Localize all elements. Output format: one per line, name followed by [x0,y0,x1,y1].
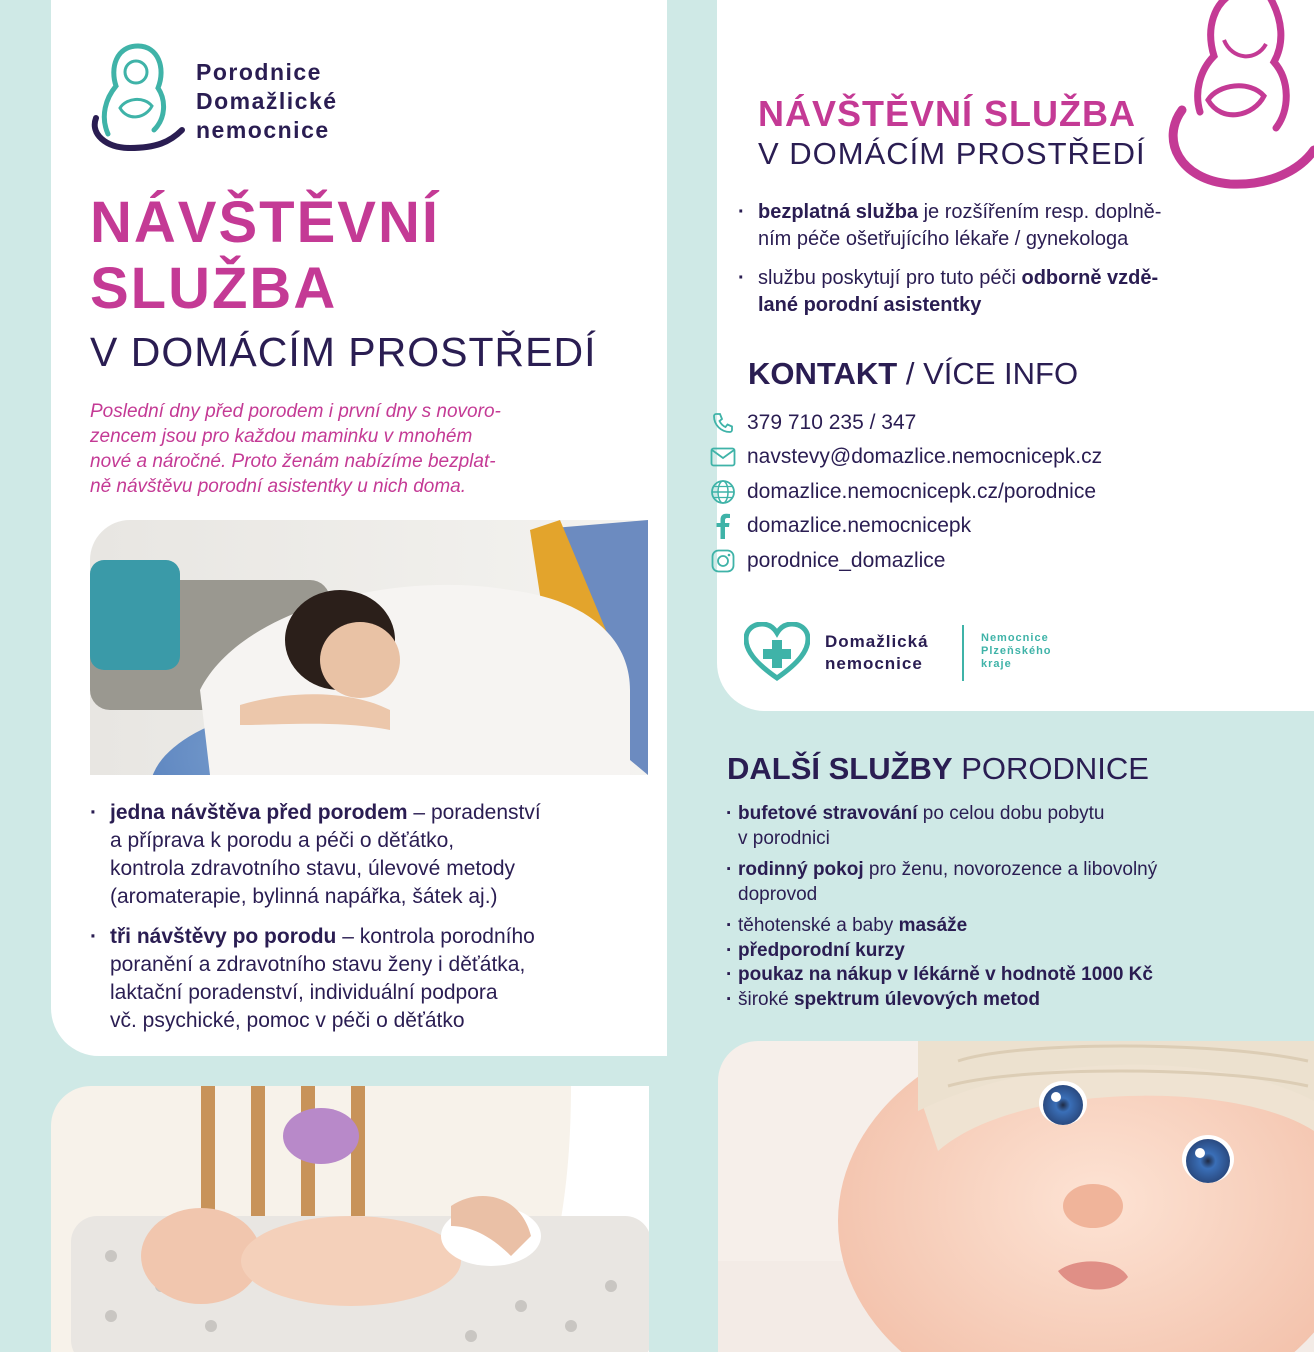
services-heading [727,749,1149,789]
hospital-sub-line: Plzeňského [981,645,1052,657]
intro-text [90,399,650,499]
contact-heading [748,354,1078,394]
service-text: doprovod [738,883,818,905]
list-item [726,963,1306,988]
bullet-text: ním péče ošetřujícího lékaře / gynekologa [758,228,1129,250]
list-item [726,914,1306,939]
contact-heading-bold: KONTAKT [748,356,898,391]
page-subtitle: V DOMÁCÍM PROSTŘEDÍ [90,329,597,375]
bullet-text: laktační poradenství, individuální podpora [110,981,498,1004]
service-bold: rodinný pokoj [738,859,864,880]
bullet-text: vč. psychické, pomoc v péči o děťátko [110,1009,465,1032]
hospital-name-line: nemocnice [825,654,923,673]
bullet-bold: bezplatná služba [758,201,919,223]
bullet-bold: tři návštěvy po porodu [110,925,337,948]
title-line2: SLUŽBA [90,256,338,321]
service-bold: masáže [898,915,968,936]
right-title: NÁVŠTĚVNÍ SLUŽBA [758,93,1137,134]
intro-line: nové a náročné. Proto ženám nabízíme bezplat- [90,451,496,472]
globe-icon [710,479,736,505]
bullet-text: (aromaterapie, bylinná napářka, šátek aj.) [110,885,498,908]
phone-text[interactable]: 379 710 235 / 347 [747,411,917,434]
bullet-text: – poradenství [407,801,541,824]
service-bold: bufetové stravování [738,803,918,824]
contact-heading-rest: / VÍCE INFO [897,356,1079,391]
heart-cross-icon [744,622,810,682]
web-link[interactable]: domazlice.nemocnicepk.cz/porodnice [747,480,1097,503]
intro-line: zencem jsou pro každou maminku v mnohém [90,426,473,447]
intro-line: Poslední dny před porodem i první dny s novoro- [90,401,501,422]
list-item [726,802,1306,851]
title-line1: NÁVŠTĚVNÍ [90,190,440,255]
contact-web [710,478,1096,506]
bullet-text: a příprava k porodu a péči o děťátko, [110,829,455,852]
service-bold: předporodní kurzy [738,939,905,961]
bullet-text: je rozšířením resp. doplně- [918,201,1162,223]
list-item [90,923,650,1035]
mail-icon [710,444,736,470]
list-item [726,939,1306,964]
service-bold: spektrum úlevových metod [793,988,1040,1010]
phone-icon [710,410,736,436]
contact-facebook [710,512,971,540]
mother-child-large-icon [1160,0,1314,190]
service-text: po celou dobu pobytu [917,803,1105,824]
bullet-text: – kontrola porodního [336,925,535,948]
list-item [738,265,1298,319]
mother-child-logo-icon [86,38,186,158]
bullet-text: poranění a zdravotního stavu ženy i děťátka, [110,953,526,976]
hospital-subtitle [981,632,1052,671]
brand-name [196,58,338,145]
list-item [738,199,1298,253]
photo-baby-face [718,1041,1314,1352]
right-subtitle: V DOMÁCÍM PROSTŘEDÍ [758,136,1146,171]
hospital-sub-line: Nemocnice [981,632,1049,644]
bullet-bold: odborně vzdě- [1021,267,1159,289]
service-bold: poukaz na nákup v lékárně v hodnotě 1000 Kč [738,964,1153,985]
hospital-name-line: Domažlická [825,632,929,651]
list-item [726,858,1306,907]
photo-baby-changing-table [51,1086,649,1352]
intro-line: ně návštěvu porodní asistentky u nich doma. [90,476,467,497]
right-bullet-list [738,199,1298,319]
bullet-bold: lané porodní asistentky [758,294,982,316]
facebook-link[interactable]: domazlice.nemocnicepk [747,514,972,537]
services-heading-bold: DALŠÍ SLUŽBY [727,751,953,786]
services-heading-rest: PORODNICE [952,751,1149,786]
instagram-link[interactable]: porodnice_domazlice [747,549,946,572]
logo-divider [962,625,964,681]
email-link[interactable]: navstevy@domazlice.nemocnicepk.cz [747,445,1103,468]
brand-line1: Porodnice [196,59,322,85]
left-bullet-list [90,799,650,1035]
instagram-icon [710,548,736,574]
service-text: pro ženu, novorozence a libovolný [863,859,1158,880]
bullet-bold: jedna návštěva před porodem [110,801,408,824]
page-title [90,190,440,322]
bullet-text: službu poskytují pro tuto péči [758,267,1022,289]
contact-email [710,443,1102,471]
service-text: v porodnici [738,827,830,849]
services-list [726,802,1306,1012]
service-text: široké [738,988,794,1010]
service-text: těhotenské a baby [738,915,899,936]
facebook-icon [710,513,736,539]
bullet-text: kontrola zdravotního stavu, úlevové metody [110,857,516,880]
hospital-name [825,631,929,675]
contact-instagram [710,547,945,575]
photo-woman-exercise-ball [90,520,648,775]
brand-line3: nemocnice [196,117,330,143]
contact-phone [710,409,916,437]
list-item [726,988,1306,1013]
hospital-sub-line: kraje [981,658,1012,670]
brand-line2: Domažlické [196,88,338,114]
list-item [90,799,650,911]
